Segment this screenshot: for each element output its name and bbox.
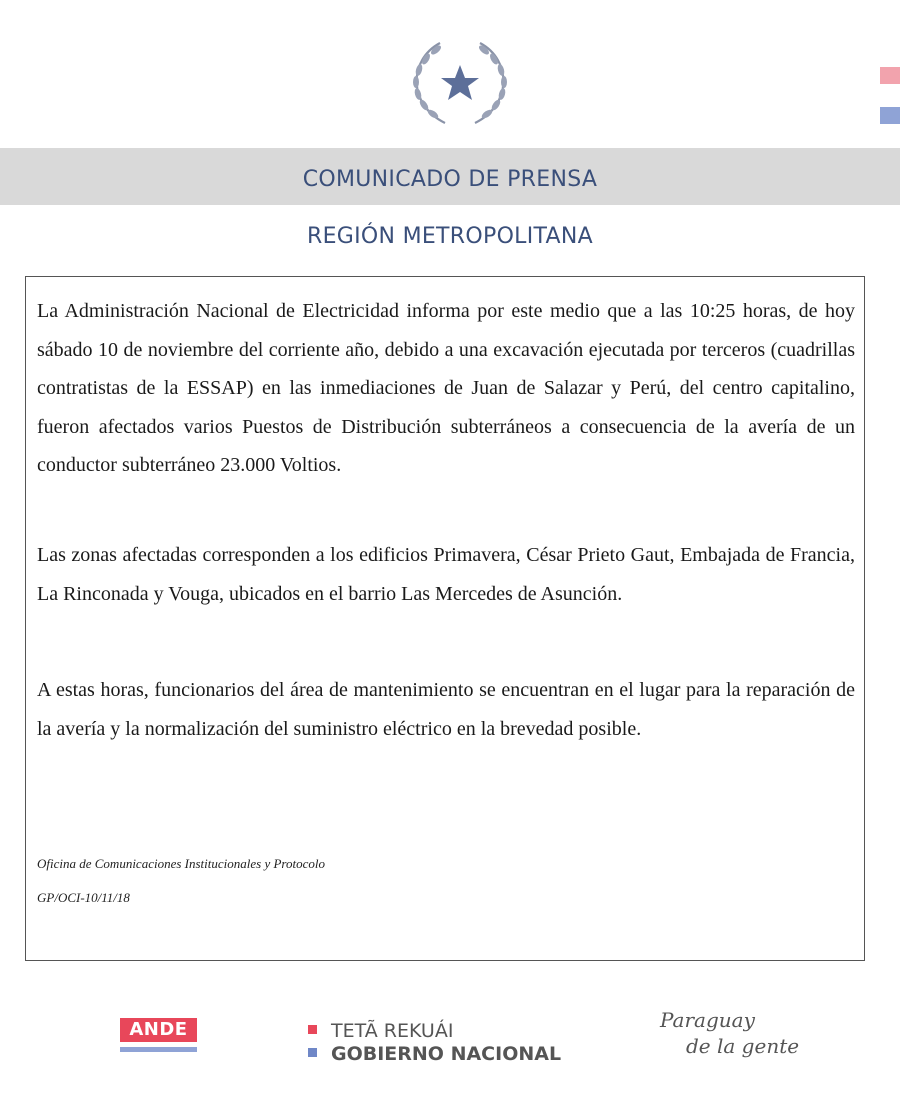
ande-logo xyxy=(120,1018,197,1060)
slogan-line-1: Paraguay xyxy=(660,1008,755,1032)
ande-logo-stripe xyxy=(120,1047,197,1052)
paragraph-3: A estas horas, funcionarios del área de mantenimiento se encuentran en el lugar para la reparación de la avería y la normalización del suministro eléctrico en la brevedad posible. xyxy=(37,679,855,740)
gob-line-1: TETÃ REKUÁI xyxy=(331,1020,454,1042)
office-signature: Oficina de Comunicaciones Institucionales y Protocolo xyxy=(37,856,325,871)
paragraph-1: La Administración Nacional de Electricidad informa por este medio que a las 10:25 horas, de hoy sábado 10 de noviembre del corriente año, debido a una excavación ejecutada por terceros (cuadrillas contratistas de la ESSAP) en las inmediaciones de Juan de Salazar y Perú, del centro capitalino, fueron afectados varios Puestos de Distribución subterráneos a consecuencia de la avería de un conductor subterráneo 23.000 Voltios. xyxy=(37,300,855,476)
gob-line-2: GOBIERNO NACIONAL xyxy=(331,1043,562,1065)
flag-red-bar xyxy=(880,67,900,84)
flag-blue-bar xyxy=(880,107,900,124)
paraguay-de-la-gente-logo xyxy=(660,1008,799,1058)
star-wreath-seal-icon xyxy=(400,35,520,131)
ande-logo-text: ANDE xyxy=(120,1018,197,1042)
red-square-icon xyxy=(308,1025,317,1034)
reference-code: GP/OCI-10/11/18 xyxy=(37,890,130,905)
blue-square-icon xyxy=(308,1048,317,1057)
paragraph-2: Las zonas afectadas corresponden a los edificios Primavera, César Prieto Gaut, Embajada de Francia, La Rinconada y Vouga, ubicados en el barrio Las Mercedes de Asunción. xyxy=(37,544,855,605)
page-title: COMUNICADO DE PRENSA xyxy=(302,167,598,192)
gobierno-nacional-logo xyxy=(308,1020,561,1066)
page-subtitle: REGIÓN METROPOLITANA xyxy=(306,224,594,249)
slogan-line-2: de la gente xyxy=(686,1034,800,1058)
